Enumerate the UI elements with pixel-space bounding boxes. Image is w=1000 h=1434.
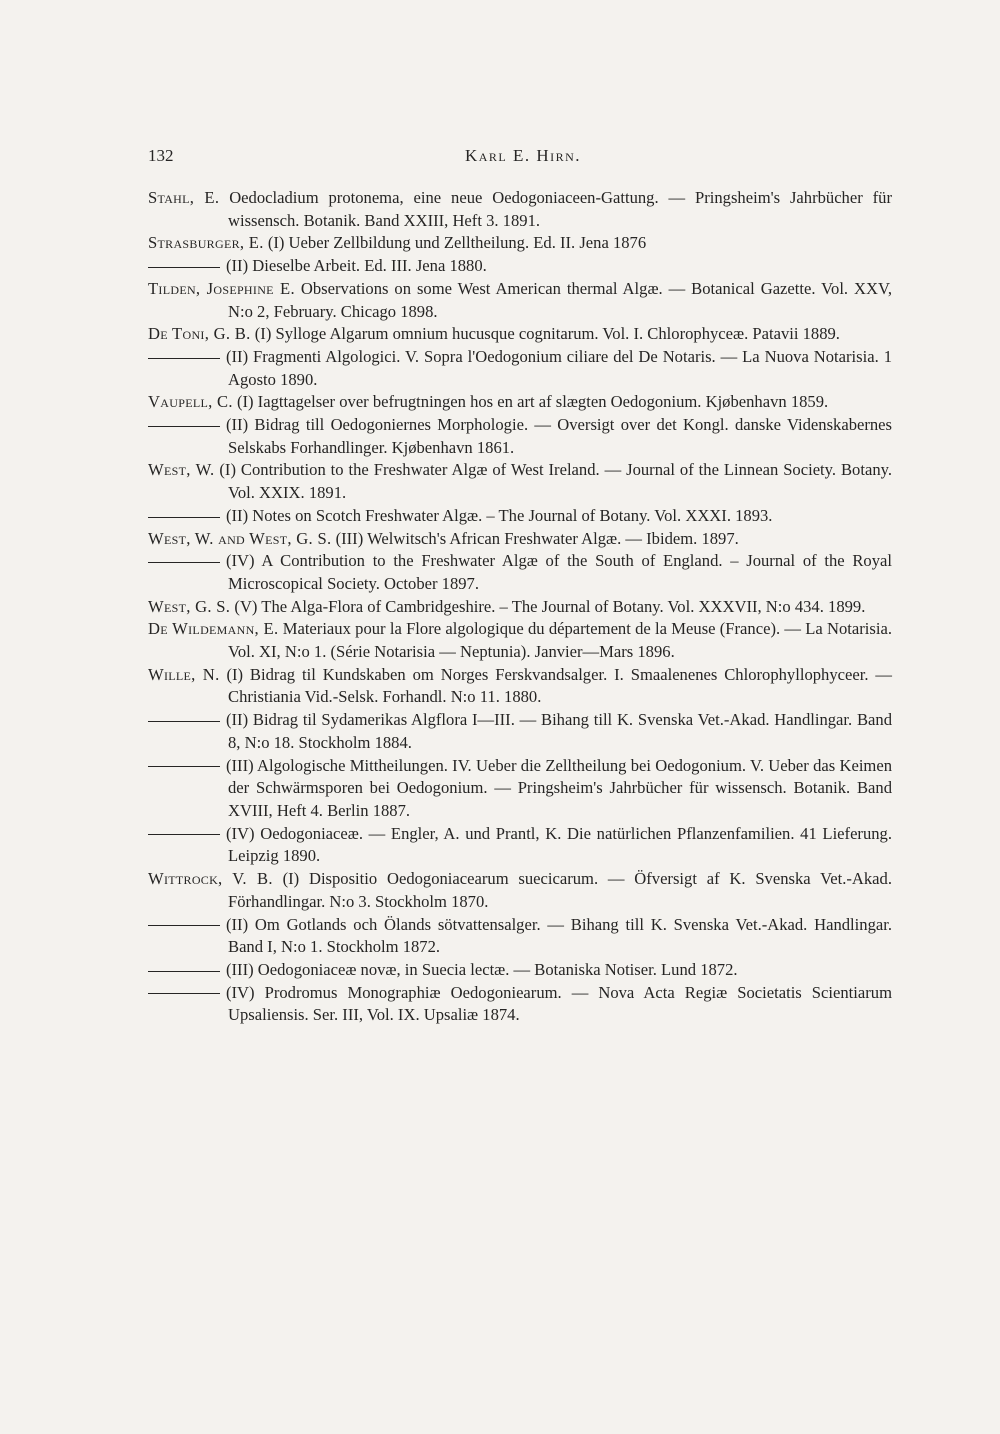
reference-author: De Toni, G. B.	[148, 324, 251, 344]
reference-entry	[148, 618, 892, 663]
reference-author: De Wildemann, E.	[148, 619, 279, 639]
running-head: Karl E. Hirn.	[464, 146, 582, 165]
reference-text: (IV) Oedogoniaceæ. — Engler, A. und Prantl, K. Die natürlichen Pflanzenfamilien. 41 Lieferung. Leipzig 1890.	[226, 823, 892, 866]
ditto-rule	[148, 358, 220, 359]
reference-text: Materiaux pour la Flore algologique du département de la Meuse (France). — La Notarisia. Vol. XI, N:o 1. (Série Notarisia — Neptunia). Janvier—Mars 1896.	[228, 619, 892, 662]
reference-text: (II) Fragmenti Algologici. V. Sopra l'Oedogonium ciliare del De Notaris. — La Nuova Notarisia. 1 Agosto 1890.	[226, 346, 892, 389]
reference-text: (IV) A Contribution to the Freshwater Algæ of the South of England. – Journal of the Royal Microscopical Society. October 1897.	[226, 551, 892, 593]
ditto-rule	[148, 562, 220, 563]
reference-text: (III) Oedogoniaceæ novæ, in Suecia lectæ. — Botaniska Notiser. Lund 1872.	[226, 959, 738, 979]
reference-text: (III) Algologische Mittheilungen. IV. Ueber die Zelltheilung bei Oedogonium. V. Ueber das Keimen der Schwärmsporen bei Oedogonium. — Pringsheim's Jahrbücher für wissensch. Botanik. Band XVIII, Heft 4. Berlin 1887.	[226, 755, 892, 820]
reference-entry	[148, 959, 892, 982]
reference-entry	[148, 823, 892, 868]
reference-author: Vaupell, C.	[148, 392, 233, 412]
reference-text: (II) Dieselbe Arbeit. Ed. III. Jena 1880.	[226, 256, 487, 276]
reference-text: (I) Iagttagelser over befrugtningen hos en art af slægten Oedogonium. Kjøbenhavn 1859.	[236, 392, 829, 412]
reference-entry	[148, 346, 892, 391]
ditto-rule	[148, 426, 220, 427]
reference-text: (II) Om Gotlands och Ölands sötvattensalger. — Bihang till K. Svenska Vet.-Akad. Handlingar. Band I, N:o 1. Stockholm 1872.	[226, 914, 892, 957]
reference-entry	[148, 709, 892, 754]
reference-text: (I) Dispositio Oedogoniacearum suecicarum. — Öfversigt af K. Svenska Vet.-Akad. Förhandlingar. N:o 3. Stockholm 1870.	[228, 869, 892, 911]
ditto-rule	[148, 517, 220, 518]
reference-author: West, W. and West, G. S.	[148, 528, 332, 548]
reference-text: Oedocladium protonema, eine neue Oedogoniaceen-Gattung. — Pringsheim's Jahrbücher für wissensch. Botanik. Band XXIII, Heft 3. 1891.	[228, 188, 892, 230]
reference-entry	[148, 596, 892, 619]
reference-text: (II) Bidrag till Oedogoniernes Morphologie. — Oversigt over det Kongl. danske Videnskabernes Selskabs Forhandlinger. Kjøbenhavn 1861.	[226, 415, 892, 457]
reference-entry	[148, 278, 892, 323]
reference-entry	[148, 550, 892, 595]
reference-text: (II) Bidrag til Sydamerikas Algflora I—III. — Bihang till K. Svenska Vet.-Akad. Handlingar. Band 8, N:o 18. Stockholm 1884.	[226, 710, 892, 752]
reference-entry	[148, 982, 892, 1027]
reference-entry	[148, 414, 892, 459]
reference-author: Stahl, E.	[148, 188, 220, 207]
reference-entry	[148, 255, 892, 278]
reference-author: West, G. S.	[148, 596, 231, 616]
reference-text: (I) Contribution to the Freshwater Algæ of West Ireland. — Journal of the Linnean Society. Botany. Vol. XXIX. 1891.	[219, 460, 892, 503]
reference-author: Wille, N.	[148, 664, 220, 684]
reference-entry	[148, 391, 892, 414]
reference-entry	[148, 528, 892, 551]
reference-entry	[148, 914, 892, 959]
ditto-rule	[148, 993, 220, 994]
page-number: 132	[148, 146, 174, 165]
reference-entry	[148, 664, 892, 709]
reference-text: (V) The Alga-Flora of Cambridgeshire. – The Journal of Botany. Vol. XXXVII, N:o 434. 1899.	[234, 596, 866, 616]
page-header	[148, 146, 888, 172]
reference-text: (II) Notes on Scotch Freshwater Algæ. – The Journal of Botany. Vol. XXXI. 1893.	[226, 505, 773, 525]
ditto-rule	[148, 766, 220, 767]
reference-list	[148, 187, 892, 1027]
reference-text: (I) Ueber Zellbildung und Zelltheilung. Ed. II. Jena 1876	[267, 233, 647, 253]
reference-text: (III) Welwitsch's African Freshwater Algæ. — Ibidem. 1897.	[335, 528, 739, 548]
reference-entry	[148, 323, 892, 346]
reference-text: Observations on some West American thermal Algæ. — Botanical Gazette. Vol. XXV, N:o 2, February. Chicago 1898.	[228, 278, 892, 321]
reference-author: West, W.	[148, 460, 215, 480]
ditto-rule	[148, 971, 220, 972]
reference-entry	[148, 755, 892, 823]
reference-entry	[148, 505, 892, 528]
reference-text: (I) Bidrag til Kundskaben om Norges Ferskvandsalger. I. Smaalenenes Chlorophyllophyceer. — Christiania Vid.-Selsk. Forhandl. N:o 11. 1880.	[226, 664, 892, 707]
reference-entry	[148, 187, 892, 232]
reference-author: Strasburger, E.	[148, 233, 264, 253]
ditto-rule	[148, 721, 220, 722]
ditto-rule	[148, 267, 220, 268]
reference-text: (I) Sylloge Algarum omnium hucusque cognitarum. Vol. I. Chlorophyceæ. Patavii 1889.	[254, 324, 840, 344]
reference-text: (IV) Prodromus Monographiæ Oedogoniearum. — Nova Acta Regiæ Societatis Scientiarum Upsaliensis. Ser. III, Vol. IX. Upsaliæ 1874.	[226, 982, 892, 1025]
reference-author: Wittrock, V. B.	[148, 869, 273, 889]
ditto-rule	[148, 925, 220, 926]
ditto-rule	[148, 834, 220, 835]
reference-author: Tilden, Josephine E.	[148, 278, 295, 298]
reference-entry	[148, 459, 892, 504]
reference-entry	[148, 232, 892, 255]
reference-entry	[148, 868, 892, 913]
